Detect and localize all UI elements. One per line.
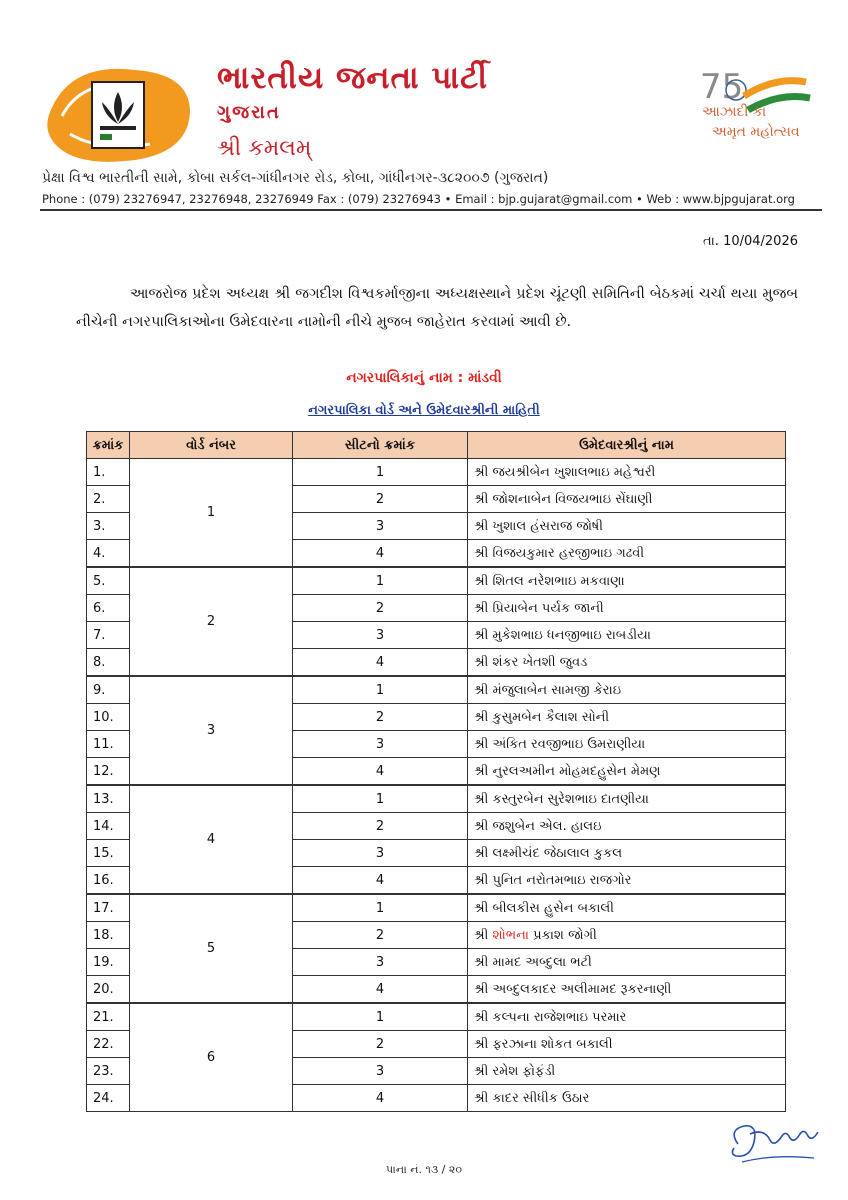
row-seat: 3 xyxy=(293,731,468,758)
row-candidate: શ્રી મંજુલાબેન સામજી કેરાઇ xyxy=(468,676,786,704)
row-seat: 1 xyxy=(293,459,468,486)
contact-info: Phone : (079) 23276947, 23276948, 23276949 Fax : (079) 23276943 • Email : bjp.gujarat@gmail.com • Web : www.bjpgujarat.org xyxy=(42,192,795,206)
candidate-highlight: શોભના xyxy=(492,927,529,943)
header-serial: ક્રમાંક xyxy=(87,432,130,459)
row-seat: 1 xyxy=(293,1003,468,1031)
row-ward: 4 xyxy=(130,785,293,894)
row-candidate: શ્રી જશુબેન એલ. હાલઇ xyxy=(468,813,786,840)
row-ward: 2 xyxy=(130,567,293,676)
row-seat: 2 xyxy=(293,595,468,622)
party-name: ભારતીય જનતા પાર્ટી xyxy=(217,60,489,96)
row-candidate: શ્રી ખુશાલ હંસરાજ જોષી xyxy=(468,513,786,540)
announcement-paragraph: આજરોજ પ્રદેશ અધ્યક્ષ શ્રી જગદીશ વિશ્વકર્માજીના અધ્યક્ષસ્થાને પ્રદેશ ચૂંટણી સમિતિની બેઠકમાં ચર્ચા થયા મુજબ નીચેની નગરપાલિકાઓના ઉમેદવારના નામોની નીચે મુજબ જાહેરાત કરવામાં આવી છે. xyxy=(76,286,798,330)
azadi-line2: અમૃત મહોત્સવ xyxy=(712,124,800,140)
header-divider xyxy=(40,209,822,211)
row-serial: 20. xyxy=(87,976,130,1004)
row-seat: 2 xyxy=(293,486,468,513)
row-seat: 2 xyxy=(293,704,468,731)
row-candidate: શ્રી શિતલ નરેશભાઇ મકવાણા xyxy=(468,567,786,595)
table-row xyxy=(87,459,786,486)
row-serial: 19. xyxy=(87,949,130,976)
row-seat: 2 xyxy=(293,813,468,840)
row-serial: 21. xyxy=(87,1003,130,1031)
office-address: પ્રેક્ષા વિશ્વ ભારતીની સામે, કોબા સર્કલ-ગાંધીનગર રોડ, કોબા, ગાંધીનગર-૩૮૨૦૦૭ (ગુજરાત) xyxy=(42,170,549,186)
municipality-title: નગરપાલિકાનું નામ : માંડવી xyxy=(346,370,502,386)
row-serial: 9. xyxy=(87,676,130,704)
row-ward: 3 xyxy=(130,676,293,785)
row-serial: 6. xyxy=(87,595,130,622)
row-seat: 1 xyxy=(293,894,468,922)
row-serial: 4. xyxy=(87,540,130,568)
row-candidate: શ્રી કસ્તુરબેન સુરેશભાઇ દાતણીયા xyxy=(468,785,786,813)
row-seat: 4 xyxy=(293,867,468,895)
row-seat: 3 xyxy=(293,840,468,867)
header-seat: સીટનો ક્રમાંક xyxy=(293,432,468,459)
header-ward: વોર્ડ નંબર xyxy=(130,432,293,459)
table-row xyxy=(87,785,786,813)
row-serial: 14. xyxy=(87,813,130,840)
page-number: પાના નં. ૧૩ / ૨૦ xyxy=(386,1163,462,1176)
table-row xyxy=(87,676,786,704)
row-candidate: શ્રી જોશનાબેન વિજયભાઇ સેંઘાણી xyxy=(468,486,786,513)
row-serial: 18. xyxy=(87,922,130,949)
row-candidate: શ્રી મુકેશભાઇ ધનજીભાઇ રાબડીયા xyxy=(468,622,786,649)
row-ward: 6 xyxy=(130,1003,293,1112)
row-serial: 12. xyxy=(87,758,130,786)
row-ward: 5 xyxy=(130,894,293,1003)
candidate-suffix: પ્રકાશ જોગી xyxy=(529,927,597,943)
office-name: શ્રી કમલમ્ xyxy=(217,136,312,161)
row-candidate: શ્રી અંકિત રવજીભાઇ ઉમરાણીયા xyxy=(468,731,786,758)
row-seat: 3 xyxy=(293,513,468,540)
row-serial: 1. xyxy=(87,459,130,486)
state-name: ગુજરાત xyxy=(217,102,281,123)
row-serial: 24. xyxy=(87,1085,130,1112)
row-candidate: શ્રી પુનિત નરોતમભાઇ રાજગોર xyxy=(468,867,786,895)
row-candidate xyxy=(468,922,786,949)
header-candidate: ઉમેદવારશ્રીનું નામ xyxy=(468,432,786,459)
row-serial: 5. xyxy=(87,567,130,595)
row-serial: 3. xyxy=(87,513,130,540)
row-candidate: શ્રી જયશ્રીબેન ખુશાલભાઇ મહેશ્વરી xyxy=(468,459,786,486)
handwritten-signature xyxy=(724,1114,824,1170)
candidates-table xyxy=(86,431,786,1112)
row-candidate: શ્રી શંકર ખેતશી જુવડ xyxy=(468,649,786,677)
table-title: નગરપાલિકા વોર્ડ અને ઉમેદવારશ્રીની માહિતી xyxy=(308,403,540,418)
row-serial: 22. xyxy=(87,1031,130,1058)
row-serial: 13. xyxy=(87,785,130,813)
bjp-lotus-logo xyxy=(40,52,200,172)
row-seat: 4 xyxy=(293,1085,468,1112)
row-serial: 15. xyxy=(87,840,130,867)
row-seat: 2 xyxy=(293,1031,468,1058)
row-candidate: શ્રી અબ્દુલકાદર અલીમામદ રૂકરનાણી xyxy=(468,976,786,1004)
row-seat: 3 xyxy=(293,1058,468,1085)
row-seat: 3 xyxy=(293,949,468,976)
row-candidate: શ્રી નુરલઅમીન મોહમદહુસેન મેમણ xyxy=(468,758,786,786)
row-seat: 4 xyxy=(293,976,468,1004)
row-candidate: શ્રી કાદર સીધીક ઉઠાર xyxy=(468,1085,786,1112)
row-candidate: શ્રી કુસુમબેન કૈલાશ સોની xyxy=(468,704,786,731)
logo-number: 75 xyxy=(700,67,744,107)
azadi-line1: આઝાદી કા xyxy=(702,104,767,120)
row-serial: 8. xyxy=(87,649,130,677)
row-seat: 1 xyxy=(293,676,468,704)
row-serial: 23. xyxy=(87,1058,130,1085)
row-candidate: શ્રી કલ્પના રાજેશભાઇ પરમાર xyxy=(468,1003,786,1031)
row-candidate: શ્રી બીલકીસ હુસેન બકાલી xyxy=(468,894,786,922)
row-seat: 4 xyxy=(293,758,468,786)
row-seat: 2 xyxy=(293,922,468,949)
row-serial: 17. xyxy=(87,894,130,922)
row-serial: 11. xyxy=(87,731,130,758)
candidate-prefix: શ્રી xyxy=(474,927,493,943)
row-serial: 16. xyxy=(87,867,130,895)
table-row xyxy=(87,567,786,595)
row-serial: 7. xyxy=(87,622,130,649)
row-seat: 4 xyxy=(293,540,468,568)
row-candidate: શ્રી મામદ અબ્દુલા ભટી xyxy=(468,949,786,976)
row-seat: 1 xyxy=(293,567,468,595)
row-serial: 2. xyxy=(87,486,130,513)
row-seat: 3 xyxy=(293,622,468,649)
row-candidate: શ્રી વિજયકુમાર હરજીભાઇ ગઢવી xyxy=(468,540,786,568)
row-seat: 1 xyxy=(293,785,468,813)
row-serial: 10. xyxy=(87,704,130,731)
table-row xyxy=(87,894,786,922)
row-candidate: શ્રી લક્ષ્મીચંદ જેઠાલાલ કુકલ xyxy=(468,840,786,867)
table-header-row xyxy=(87,432,786,459)
row-candidate: શ્રી પ્રિયાબેન પર્યક જાની xyxy=(468,595,786,622)
table-row xyxy=(87,1003,786,1031)
row-candidate: શ્રી રમેશ ફોફંડી xyxy=(468,1058,786,1085)
document-date: તા. 10/04/2026 xyxy=(703,234,798,249)
row-ward: 1 xyxy=(130,459,293,568)
row-seat: 4 xyxy=(293,649,468,677)
row-candidate: શ્રી ફરઝાના શોકત બકાલી xyxy=(468,1031,786,1058)
